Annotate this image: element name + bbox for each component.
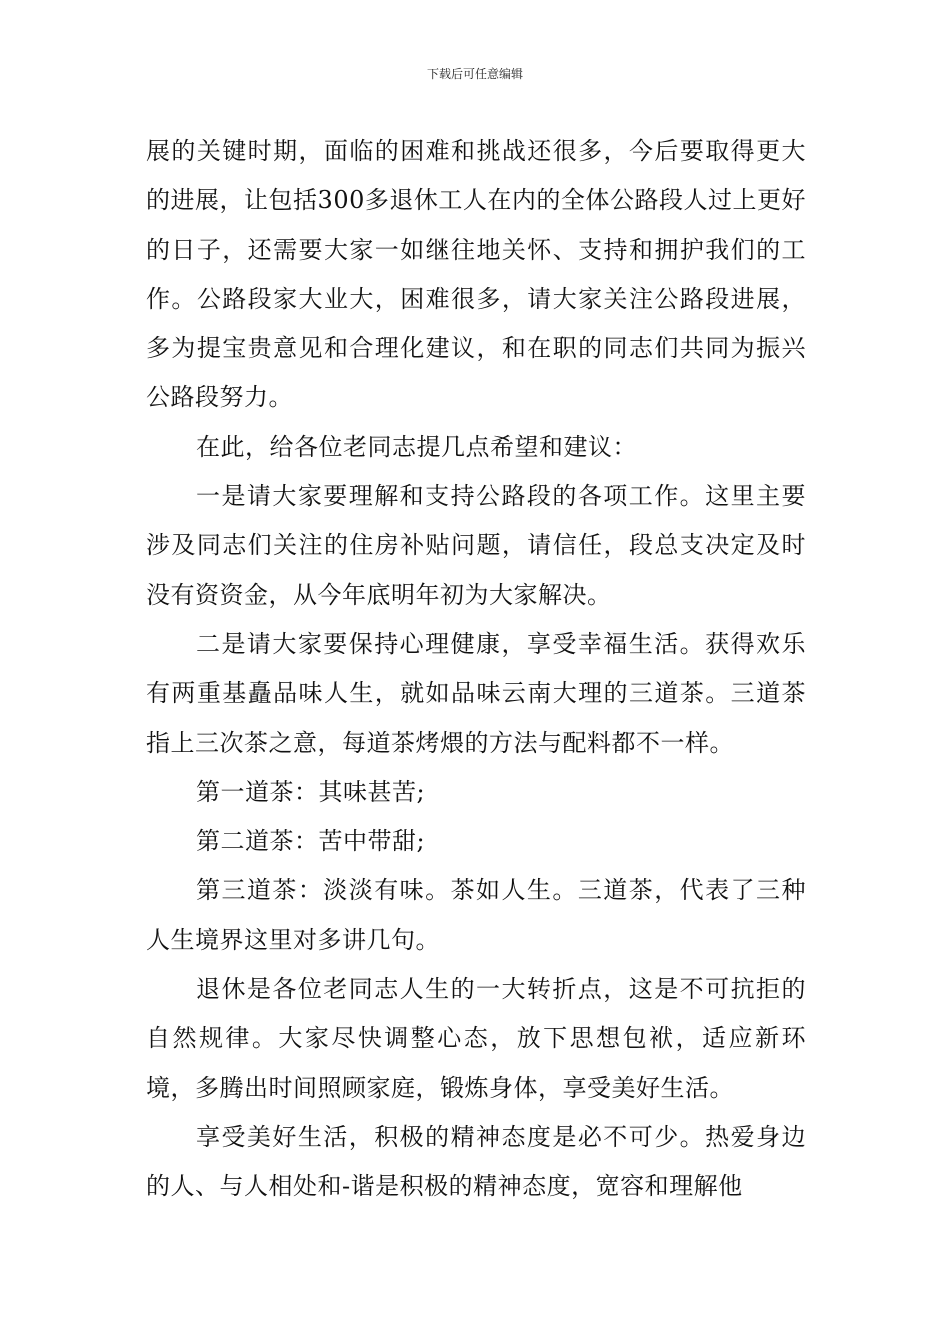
paragraph-4: 二是请大家要保持心理健康，享受幸福生活。获得欢乐有两重基矗品味人生，就如品味云南大理的三道茶。三道茶指上三次茶之意，每道茶烤煨的方法与配料都不一样。 (146, 629, 806, 757)
paragraph-3: 一是请大家要理解和支持公路段的各项工作。这里主要涉及同志们关注的住房补贴问题，请信任，段总支决定及时没有资资金，从今年底明年初为大家解决。 (146, 482, 806, 609)
paragraph-8: 退休是各位老同志人生的一大转折点，这是不可抗拒的自然规律。大家尽快调整心态，放下思想包袱，适应新环境，多腾出时间照顾家庭，锻炼身体，享受美好生活。 (146, 975, 806, 1102)
paragraph-2: 在此，给各位老同志提几点希望和建议： (196, 432, 637, 461)
paragraph-5: 第一道茶：其味甚苦; (196, 777, 426, 806)
document-body (146, 127, 806, 1212)
paragraph-9: 享受美好生活，积极的精神态度是必不可少。热爱身边的人、与人相处和-谐是积极的精神态度，宽容和理解他 (146, 1122, 806, 1201)
paragraph-6: 第二道茶：苦中带甜; (196, 827, 426, 856)
page-header: 下载后可任意编辑 (426, 67, 523, 81)
paragraph-7: 第三道茶：淡淡有味。茶如人生。三道茶，代表了三种人生境界这里对多讲几句。 (146, 876, 806, 954)
paragraph-1: 展的关键时期，面临的困难和挑战还很多，今后要取得更大的进展，让包括300多退休工人在内的全体公路段人过上更好的日子，还需要大家一如继往地关怀、支持和拥护我们的工作。公路段家大业大，困难很多，请大家关注公路段进展，多为提宝贵意见和合理化建议，和在职的同志们共同为振兴公路段努力。 (146, 137, 806, 412)
